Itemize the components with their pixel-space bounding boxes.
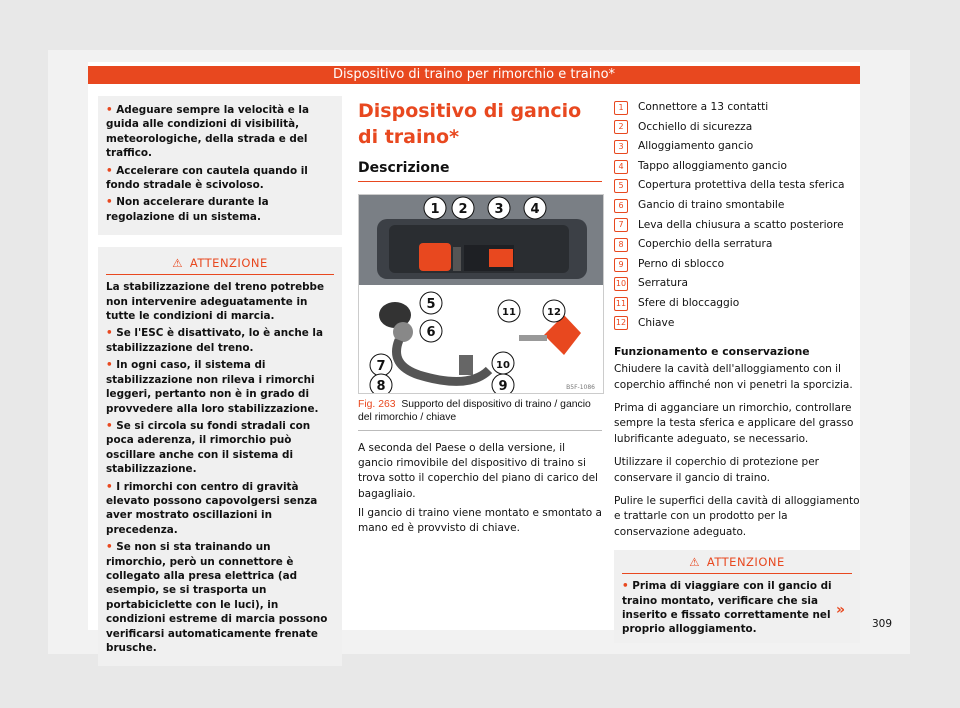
warning-triangle-icon: ⚠ bbox=[172, 256, 183, 271]
bullet-icon: • bbox=[106, 104, 117, 116]
section-heading: Funzionamento e conservazione bbox=[614, 345, 810, 359]
tow-hook-figure bbox=[358, 194, 604, 394]
legend-number: 7 bbox=[614, 218, 628, 232]
svg-text:8: 8 bbox=[376, 379, 386, 393]
notice-bullet: • Adeguare sempre la velocità e la guida alle condizioni di visibilità, meteorologiche, della strada e del traffico. bbox=[106, 104, 309, 160]
legend-number: 3 bbox=[614, 140, 628, 154]
legend-item bbox=[614, 157, 860, 177]
warning-header: ⚠ ATTENZIONE bbox=[106, 254, 334, 275]
page-number: 309 bbox=[872, 618, 893, 630]
svg-text:1: 1 bbox=[430, 202, 440, 217]
legend-item bbox=[614, 98, 860, 118]
warning-bullet: • In ogni caso, il sistema di stabilizzazione non rileva i rimorchi leggeri, pertanto non è in grado di provvedere alla loro stabilizzazione. bbox=[106, 359, 319, 415]
safety-eyelet bbox=[453, 247, 461, 271]
svg-text:10: 10 bbox=[496, 360, 510, 371]
legend-text: Tappo alloggiamento gancio bbox=[638, 159, 787, 172]
legend-text: Serratura bbox=[638, 277, 688, 290]
right-column bbox=[614, 98, 860, 643]
warning-header: ⚠ ATTENZIONE bbox=[622, 553, 852, 574]
legend-number: 8 bbox=[614, 238, 628, 252]
bullet-icon: • bbox=[106, 541, 117, 554]
legend-item bbox=[614, 274, 860, 294]
legend-number: 2 bbox=[614, 120, 628, 134]
legend-item bbox=[614, 196, 860, 216]
legend-item bbox=[614, 235, 860, 255]
body-paragraph: Il gancio di traino viene montato e smontato a mano ed è provvisto di chiave. bbox=[358, 506, 602, 535]
legend-item bbox=[614, 216, 860, 236]
svg-text:4: 4 bbox=[530, 202, 540, 217]
legend-item bbox=[614, 314, 860, 334]
section-subtitle: Descrizione bbox=[358, 160, 602, 182]
bullet-icon: • bbox=[106, 359, 117, 372]
legend-text: Coperchio della serratura bbox=[638, 238, 773, 251]
left-column bbox=[98, 96, 342, 678]
bullet-icon: • bbox=[106, 419, 117, 432]
legend-number: 12 bbox=[614, 316, 628, 330]
legend-list bbox=[614, 98, 860, 333]
connector-13-pin bbox=[419, 243, 451, 271]
legend-text: Occhiello di sicurezza bbox=[638, 120, 753, 133]
legend-number: 5 bbox=[614, 179, 628, 193]
svg-text:9: 9 bbox=[498, 379, 508, 393]
body-paragraph: Chiudere la cavità dell'alloggiamento con il coperchio affinché non vi penetri la sporcizia. bbox=[614, 363, 853, 391]
body-paragraph: A seconda del Paese o della versione, il gancio rimovibile del dispositivo di traino si trova sotto il coperchio del piano di carico del bagagliaio. bbox=[358, 442, 598, 500]
key-blade bbox=[519, 335, 547, 341]
legend-item bbox=[614, 176, 860, 196]
lock bbox=[459, 355, 473, 375]
legend-item bbox=[614, 255, 860, 275]
notice-bullet: • Non accelerare durante la regolazione di un sistema. bbox=[106, 196, 269, 223]
body-paragraph: Prima di agganciare un rimorchio, controllare sempre la testa sferica e applicare del grasso lubrificante adeguato, se necessario. bbox=[614, 401, 854, 445]
warning-box bbox=[98, 247, 342, 666]
legend-item bbox=[614, 118, 860, 138]
legend-item bbox=[614, 137, 860, 157]
legend-text: Leva della chiusura a scatto posteriore bbox=[638, 218, 844, 231]
legend-text: Gancio di traino smontabile bbox=[638, 198, 785, 211]
warning-bullet: • Se si circola su fondi stradali con poca aderenza, il rimorchio può oscillare anche con il sistema di stabilizzazione. bbox=[106, 419, 311, 476]
bullet-icon: • bbox=[106, 196, 117, 209]
warning-bullet: • Prima di viaggiare con il gancio di traino montato, verificare che sia inserito e fissato correttamente nel proprio alloggiamento. bbox=[622, 580, 832, 636]
svg-text:3: 3 bbox=[494, 202, 504, 217]
warning-bullet: • Se non si sta trainando un rimorchio, però un connettore è collegato alla presa elettrica (ad esempio, se si trasporta un portabiciclette con le luci), in condizioni estreme di marcia possono verificarsi automaticamente frenate brusche. bbox=[106, 541, 328, 654]
bullet-icon: • bbox=[622, 580, 633, 593]
legend-item bbox=[614, 294, 860, 314]
section-title: Dispositivo di gancio di traino* bbox=[358, 100, 582, 148]
legend-number: 6 bbox=[614, 199, 628, 213]
notice-box bbox=[98, 96, 342, 235]
continue-marker: » bbox=[836, 602, 846, 618]
legend-number: 4 bbox=[614, 160, 628, 174]
warning-triangle-icon: ⚠ bbox=[689, 555, 700, 570]
legend-text: Perno di sblocco bbox=[638, 257, 725, 270]
bullet-icon: • bbox=[106, 164, 117, 177]
figure-code: B5F-1086 bbox=[566, 384, 595, 391]
warning-bullet: • Se l'ESC è disattivato, lo è anche la stabilizzazione del treno. bbox=[106, 327, 323, 354]
legend-text: Alloggiamento gancio bbox=[638, 140, 754, 153]
bullet-icon: • bbox=[106, 327, 117, 340]
legend-number: 10 bbox=[614, 277, 628, 291]
figure-number: Fig. 263 bbox=[358, 399, 396, 410]
housing-plug bbox=[489, 249, 513, 267]
svg-text:5: 5 bbox=[426, 297, 436, 312]
svg-text:12: 12 bbox=[547, 307, 561, 318]
legend-text: Copertura protettiva della testa sferica bbox=[638, 179, 845, 192]
svg-text:7: 7 bbox=[376, 359, 386, 374]
tow-hook-illustration bbox=[359, 195, 603, 393]
legend-number: 1 bbox=[614, 101, 628, 115]
bullet-icon: • bbox=[106, 480, 117, 493]
figure-caption bbox=[358, 399, 602, 431]
svg-text:6: 6 bbox=[426, 325, 436, 340]
chapter-header: Dispositivo di traino per rimorchio e traino* bbox=[88, 66, 860, 84]
legend-text: Chiave bbox=[638, 316, 675, 329]
body-paragraph: Pulire le superfici della cavità di alloggiamento e trattarle con un prodotto per la conservazione adeguato. bbox=[614, 494, 860, 538]
notice-bullet: • Accelerare con cautela quando il fondo stradale è scivoloso. bbox=[106, 164, 308, 192]
warning-intro: La stabilizzazione del treno potrebbe non intervenire adeguatamente in tutte le condizioni di marcia. bbox=[106, 281, 325, 323]
legend-number: 11 bbox=[614, 297, 628, 311]
svg-text:2: 2 bbox=[458, 202, 468, 217]
warning-box bbox=[614, 550, 860, 643]
legend-number: 9 bbox=[614, 258, 628, 272]
legend-text: Connettore a 13 contatti bbox=[638, 101, 769, 113]
figure-caption-text: Supporto del dispositivo di traino / gancio del rimorchio / chiave bbox=[358, 399, 591, 423]
body-paragraph: Utilizzare il coperchio di protezione per conservare il gancio di traino. bbox=[614, 456, 820, 484]
warning-bullet: • I rimorchi con centro di gravità elevato possono capovolgersi senza aver mostrato oscillazioni in precedenza. bbox=[106, 480, 318, 536]
middle-column bbox=[358, 98, 602, 536]
legend-text: Sfere di bloccaggio bbox=[638, 296, 740, 309]
svg-text:11: 11 bbox=[502, 307, 516, 318]
